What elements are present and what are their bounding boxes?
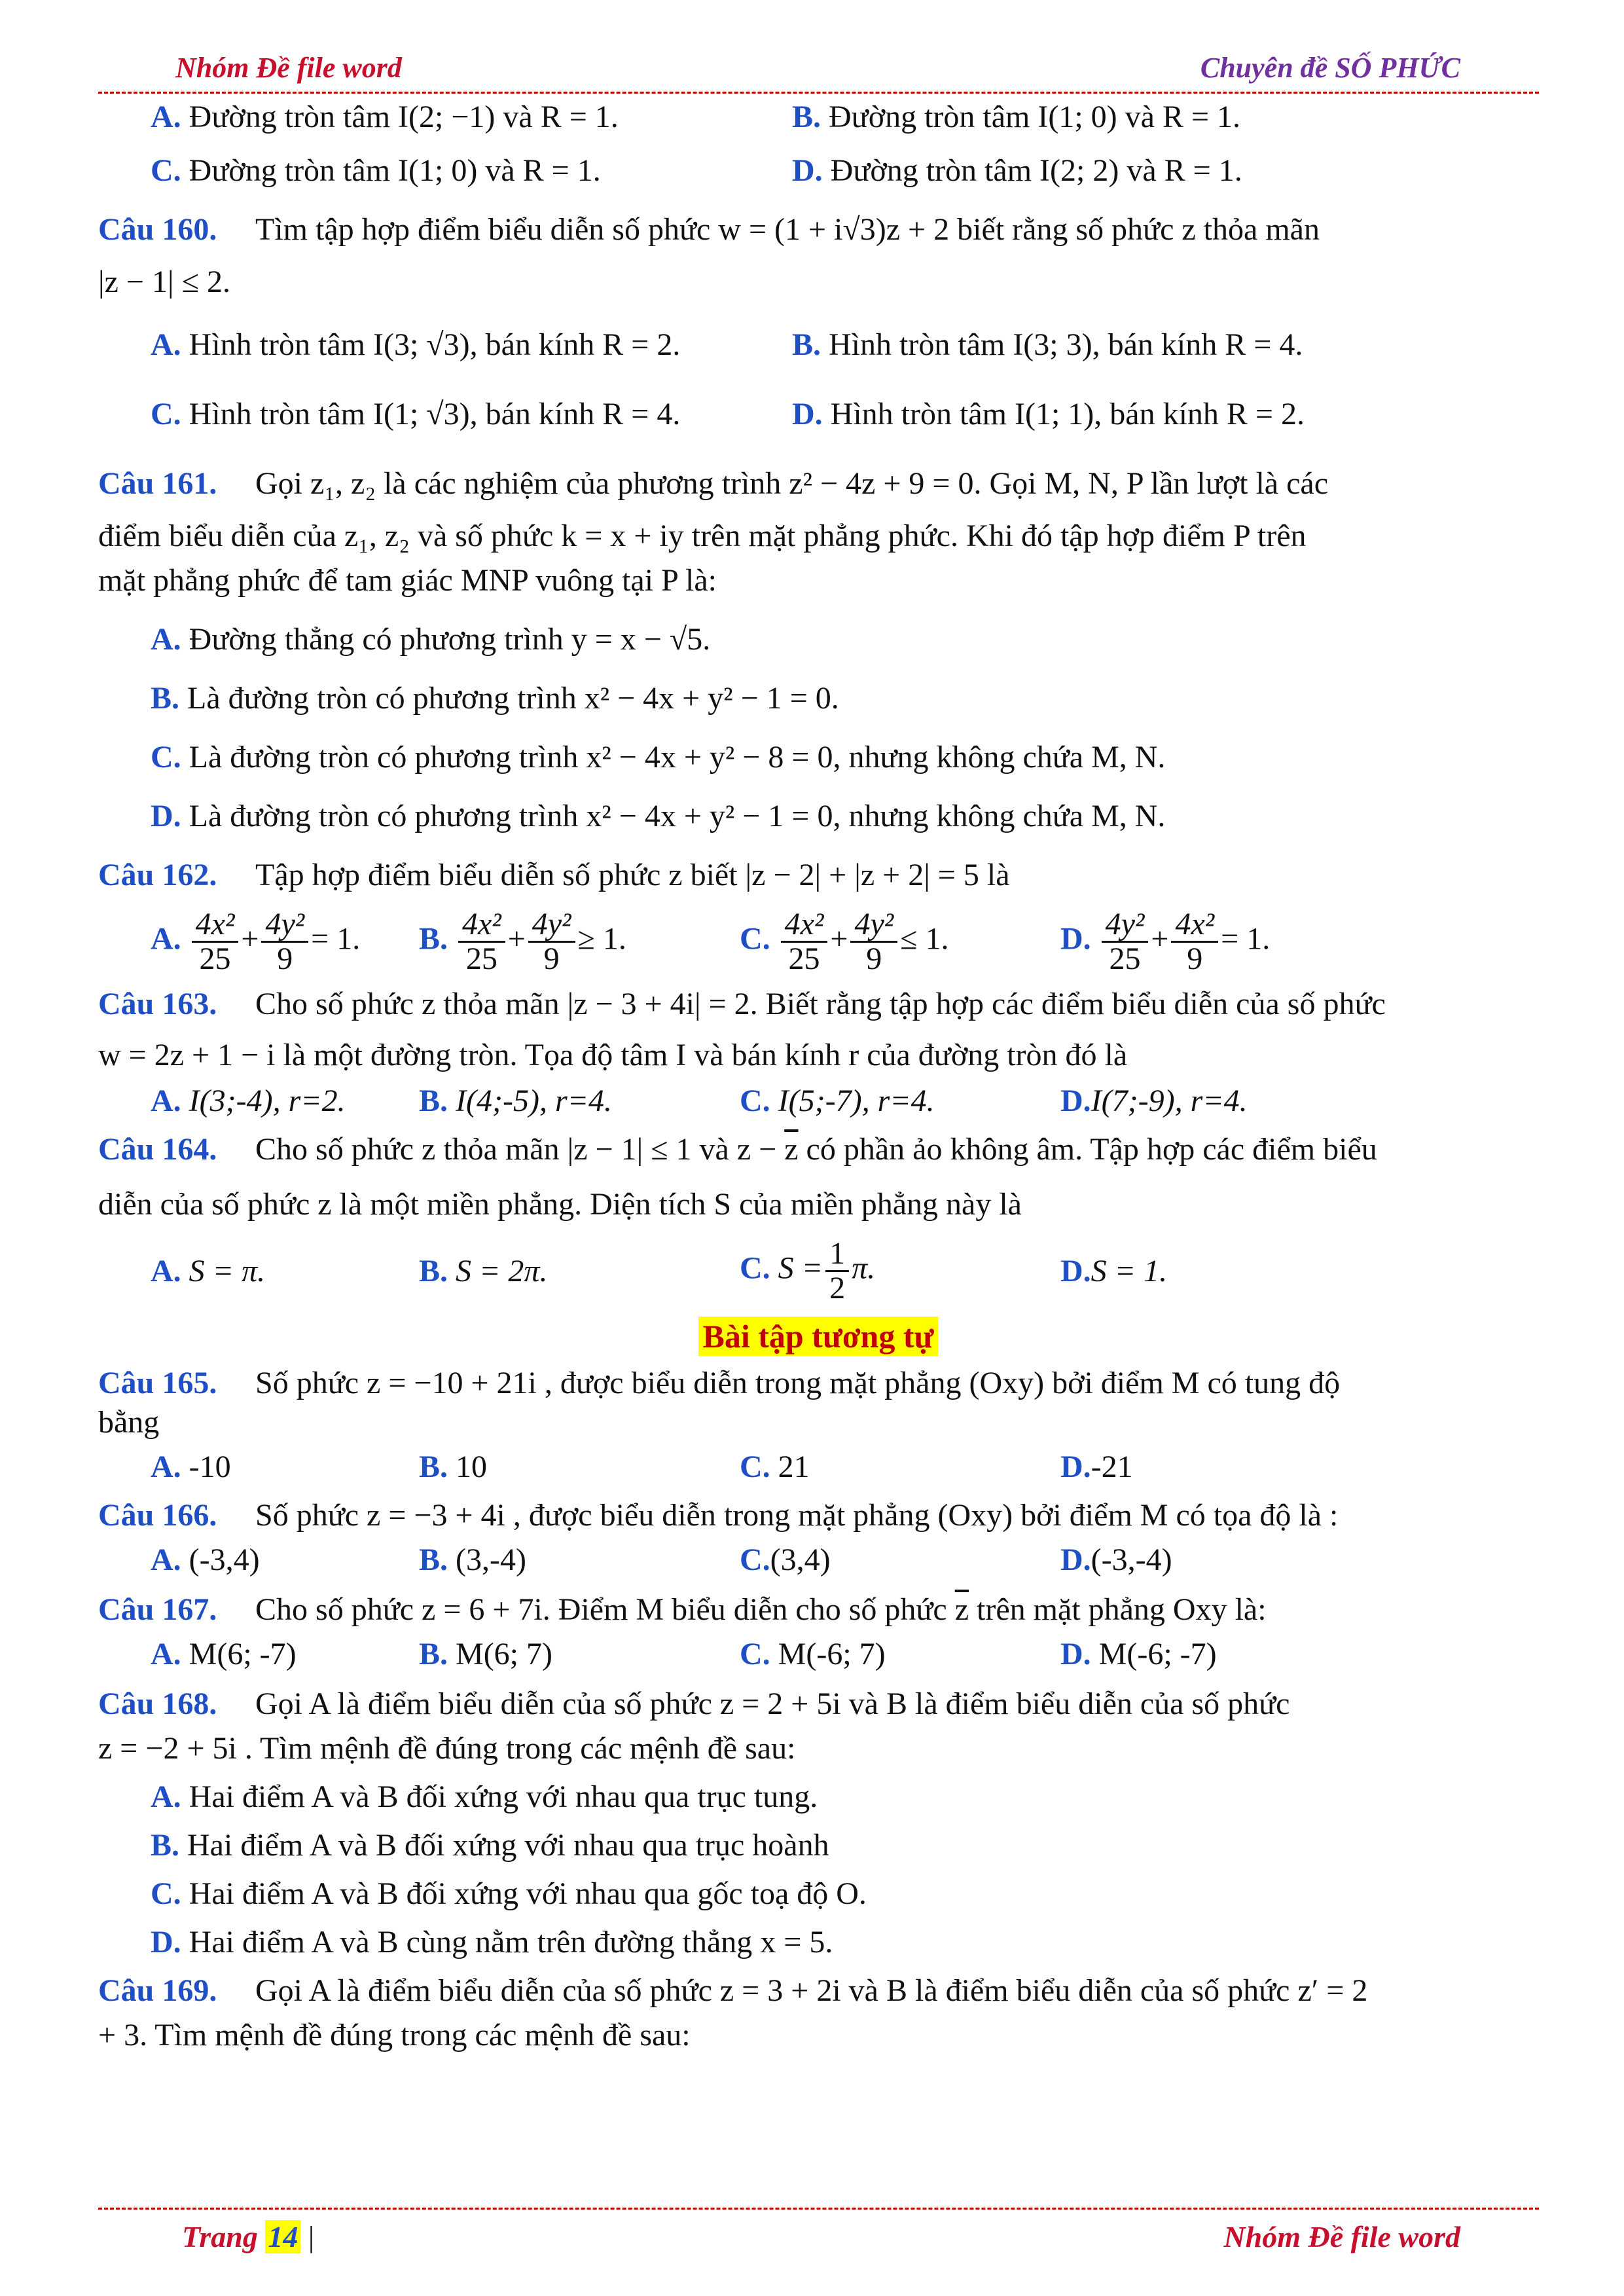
option-text: Là đường tròn có phương trình x² − 4x + y² − 1 = 0.: [187, 681, 839, 716]
option-text: Hình tròn tâm I(3; 3), bán kính R = 4.: [829, 327, 1303, 362]
frac-num: 4y²: [528, 908, 575, 943]
option-label: C.: [740, 1449, 770, 1484]
option-text: Hai điểm A và B cùng nằm trên đường thẳng x = 5.: [189, 1925, 833, 1959]
header-rule: [98, 92, 1539, 94]
option-label: A.: [151, 1637, 181, 1671]
question-label: Câu 168.: [98, 1686, 217, 1721]
option-label: A.: [151, 1449, 181, 1484]
option-text: Đường tròn tâm I(1; 0) và R = 1.: [829, 100, 1241, 134]
option-text: S =: [778, 1250, 823, 1286]
option-text: Đường thẳng có phương trình y = x − √5.: [189, 622, 711, 657]
option-label: C.: [151, 740, 181, 774]
question-text-cont: có phần ảo không âm. Tập hợp các điểm biểu: [798, 1132, 1377, 1167]
question-label: Câu 160.: [98, 212, 217, 247]
option-text: -10: [189, 1449, 231, 1484]
option-text: S = 1.: [1091, 1253, 1168, 1288]
header-left: Nhóm Đề file word: [175, 52, 402, 84]
option-text: Là đường tròn có phương trình x² − 4x + y² − 8 = 0, nhưng không chứa M, N.: [189, 740, 1166, 774]
option-text: (-3,4): [189, 1542, 260, 1577]
option-text: Hai điểm A và B đối xứng với nhau qua trục tung.: [189, 1779, 818, 1814]
option-label: C.: [740, 1250, 770, 1286]
option-label: D.: [1060, 921, 1091, 957]
frac-num: 1: [825, 1237, 849, 1272]
option-label: A.: [151, 100, 181, 134]
header-right: [1200, 51, 1460, 84]
frac-den: 9: [866, 941, 882, 976]
option-text: M(6; -7): [189, 1637, 297, 1671]
frac-num: 4y²: [261, 908, 308, 943]
section-title: Bài tập tương tự: [698, 1317, 937, 1356]
question-label: Câu 161.: [98, 466, 217, 501]
question-label: Câu 169.: [98, 1973, 217, 2008]
option-text: (3,-4): [456, 1542, 526, 1577]
option-label: B.: [419, 1542, 448, 1577]
option-text: 10: [456, 1449, 488, 1484]
q161-option-a: [98, 620, 1538, 659]
question-160: [98, 210, 1538, 249]
footer-right: Nhóm Đề file word: [1223, 2220, 1460, 2253]
question-160-cond: |z − 1| ≤ 2.: [98, 264, 230, 299]
frac-num: 4y²: [850, 908, 897, 943]
option-text: I(3;-4), r=2.: [189, 1084, 346, 1118]
question-label: Câu 167.: [98, 1592, 217, 1627]
q161-option-d: [98, 797, 1538, 836]
q159-row1: [98, 98, 1538, 137]
q162-option-d: D. $\frac{\text{4y²}}{25}$ + $\frac{\text{4x²}}{9}$ = 1.: [1060, 907, 1271, 976]
option-text: Hình tròn tâm I(1; 1), bán kính R = 2.: [830, 397, 1305, 431]
section-heading: [98, 1317, 1538, 1357]
frac-num: 4x²: [458, 908, 505, 943]
q167-options: [98, 1635, 1538, 1674]
question-text: Số phức z = −10 + 21i , được biểu diễn trong mặt phẳng (Oxy) bởi điểm M có tung độ: [255, 1366, 1341, 1400]
q160-row1: [98, 325, 1538, 365]
option-label: B.: [419, 1084, 448, 1118]
option-text: Là đường tròn có phương trình x² − 4x + y² − 1 = 0, nhưng không chứa M, N.: [189, 799, 1166, 833]
question-text-cont: trên mặt phẳng Oxy là:: [969, 1592, 1267, 1627]
question-label: Câu 165.: [98, 1366, 217, 1400]
option-label: A.: [151, 622, 181, 657]
q163-options: [98, 1082, 1538, 1121]
question-text: Số phức z = −3 + 4i , được biểu diễn trong mặt phẳng (Oxy) bởi điểm M có tọa độ là :: [255, 1498, 1339, 1533]
option-label: D.: [1060, 1637, 1091, 1671]
option-text: S = 2π.: [456, 1253, 548, 1288]
option-label: A.: [151, 1253, 181, 1288]
q159-row2: [98, 151, 1538, 191]
footer-left: [182, 2219, 314, 2254]
option-text: Hình tròn tâm I(3; √3), bán kính R = 2.: [189, 327, 681, 362]
option-text: Đường tròn tâm I(1; 0) và R = 1.: [189, 153, 601, 188]
option-text: (3,4): [770, 1542, 831, 1577]
option-text-post: π.: [852, 1250, 876, 1286]
option-text: M(-6; 7): [778, 1637, 886, 1671]
relation: ≥ 1.: [577, 921, 626, 957]
question-text: Cho số phức z = 6 + 7i. Điểm M biểu diễn cho số phức: [255, 1592, 955, 1627]
option-label: C.: [151, 1876, 181, 1911]
question-167: [98, 1590, 1538, 1630]
option-label: A.: [151, 1084, 181, 1118]
frac-den: 25: [1109, 941, 1141, 976]
q168-option-a: [98, 1777, 1538, 1817]
question-163: [98, 985, 1538, 1024]
relation: ≤ 1.: [900, 921, 949, 957]
question-169-line2: + 3. Tìm mệnh đề đúng trong các mệnh đề sau:: [98, 2018, 691, 2052]
option-text: (-3,-4): [1091, 1542, 1172, 1577]
q166-options: [98, 1540, 1538, 1580]
q165-options: [98, 1448, 1538, 1487]
option-label: B.: [792, 327, 821, 362]
option-text: Đường tròn tâm I(2; −1) và R = 1.: [189, 100, 619, 134]
footer-rule: [98, 2208, 1539, 2210]
question-text: Cho số phức z thỏa mãn |z − 3 + 4i| = 2. Biết rằng tập hợp các điểm biểu diễn của số phức: [255, 987, 1386, 1021]
question-label: Câu 164.: [98, 1132, 217, 1167]
option-label: D.: [151, 799, 181, 833]
frac-den: 9: [543, 941, 560, 976]
option-text: Đường tròn tâm I(2; 2) và R = 1.: [830, 153, 1242, 188]
option-label: D.: [1060, 1542, 1091, 1577]
option-label: D.: [1060, 1084, 1091, 1118]
q161-option-c: [98, 738, 1538, 777]
question-text: Gọi A là điểm biểu diễn của số phức z = 2 + 5i và B là điểm biểu diễn của số phức: [255, 1686, 1290, 1721]
option-text: Hai điểm A và B đối xứng với nhau qua trục hoành: [187, 1828, 829, 1863]
q164-options: [98, 1237, 1538, 1305]
option-text: I(5;-7), r=4.: [778, 1084, 935, 1118]
option-label: C.: [740, 1542, 770, 1577]
option-text: Hai điểm A và B đối xứng với nhau qua gốc toạ độ O.: [189, 1876, 867, 1911]
question-text: Tìm tập hợp điểm biểu diễn số phức w = (1 + i√3)z + 2 biết rằng số phức z thỏa mãn: [255, 212, 1320, 247]
question-165-line2: bằng: [98, 1405, 160, 1440]
question-text: Gọi z₁, z₂ là các nghiệm của phương trình z² − 4z + 9 = 0. Gọi M, N, P lần lượt là các: [255, 466, 1329, 501]
option-label: B.: [792, 100, 821, 134]
question-169: [98, 1971, 1538, 2011]
question-text: Tập hợp điểm biểu diễn số phức z biết |z − 2| + |z + 2| = 5 là: [255, 858, 1010, 892]
option-label: A.: [151, 1779, 181, 1814]
option-label: D.: [792, 397, 823, 431]
option-label: D.: [1060, 1253, 1091, 1288]
question-161-line3: mặt phẳng phức để tam giác MNP vuông tại P là:: [98, 563, 717, 598]
option-label: B.: [419, 1253, 448, 1288]
option-label: B.: [419, 1449, 448, 1484]
question-165: [98, 1364, 1538, 1403]
option-label: D.: [151, 1925, 181, 1959]
question-text: Cho số phức z thỏa mãn |z − 1| ≤ 1 và z −: [255, 1132, 785, 1167]
option-label: B.: [419, 921, 448, 957]
option-label: A.: [151, 921, 181, 957]
frac-den: 25: [199, 941, 231, 976]
frac-den: 9: [1187, 941, 1203, 976]
question-161: [98, 464, 1538, 503]
question-164: [98, 1130, 1538, 1169]
frac-den: 2: [829, 1271, 846, 1305]
q161-option-b: [98, 679, 1538, 718]
question-166: [98, 1496, 1538, 1535]
option-label: C.: [151, 153, 181, 188]
footer-sep: |: [300, 2220, 315, 2253]
q162-option-b: B. $\frac{\text{4x²}}{25}$ + $\frac{\text{4y²}}{9}$ ≥ 1.: [419, 907, 626, 976]
option-text: -21: [1091, 1449, 1133, 1484]
option-label: C.: [740, 921, 770, 957]
frac-num: 4x²: [1171, 908, 1218, 943]
option-text: I(4;-5), r=4.: [456, 1084, 613, 1118]
question-label: Câu 166.: [98, 1498, 217, 1533]
option-text: Hình tròn tâm I(1; √3), bán kính R = 4.: [189, 397, 681, 431]
q168-option-c: [98, 1874, 1538, 1914]
question-162: [98, 856, 1538, 895]
page-content: [98, 95, 1538, 2055]
q162-option-c: C. $\frac{\text{4x²}}{25}$ + $\frac{\text{4y²}}{9}$ ≤ 1.: [740, 907, 949, 976]
option-text: I(7;-9), r=4.: [1091, 1084, 1248, 1118]
header-topic: SỐ PHỨC: [1335, 52, 1460, 84]
option-text: M(-6; -7): [1098, 1637, 1217, 1671]
option-label: D.: [1060, 1449, 1091, 1484]
header-prefix: Chuyên đề: [1200, 52, 1335, 84]
question-161-line2: điểm biểu diễn của z₁, z₂ và số phức k = x + iy trên mặt phẳng phức. Khi đó tập hợp điểm P trên: [98, 519, 1307, 553]
conjugate-z: $\overline{z}$: [784, 1132, 799, 1167]
conjugate-z: $\overline{z}$: [954, 1592, 969, 1627]
frac-num: 4x²: [192, 908, 239, 943]
q162-option-a: A. $\frac{\text{4x²}}{25}$ + $\frac{\text{4y²}}{9}$ = 1.: [151, 907, 361, 976]
question-164-line2: diễn của số phức z là một miền phẳng. Diện tích S của miền phẳng này là: [98, 1187, 1022, 1222]
relation: = 1.: [1221, 921, 1271, 957]
option-label: B.: [151, 681, 180, 716]
frac-den: 9: [277, 941, 293, 976]
option-label: A.: [151, 327, 181, 362]
option-label: A.: [151, 1542, 181, 1577]
q160-row2: [98, 395, 1538, 434]
page-number: 14: [265, 2220, 300, 2253]
q168-option-d: [98, 1923, 1538, 1962]
option-text: S = π.: [189, 1253, 266, 1288]
option-label: C.: [740, 1637, 770, 1671]
question-163-line2: w = 2z + 1 − i là một đường tròn. Tọa độ tâm I và bán kính r của đường tròn đó là: [98, 1038, 1128, 1072]
question-label: Câu 163.: [98, 987, 217, 1021]
question-168-line2: z = −2 + 5i . Tìm mệnh đề đúng trong các mệnh đề sau:: [98, 1731, 796, 1766]
option-label: D.: [792, 153, 823, 188]
frac-den: 25: [788, 941, 820, 976]
option-label: B.: [151, 1828, 180, 1863]
option-text: 21: [778, 1449, 810, 1484]
relation: = 1.: [311, 921, 361, 957]
option-text: M(6; 7): [456, 1637, 552, 1671]
q168-option-b: [98, 1826, 1538, 1865]
option-label: B.: [419, 1637, 448, 1671]
q162-options: [98, 908, 1538, 975]
option-label: C.: [151, 397, 181, 431]
option-label: C.: [740, 1084, 770, 1118]
frac-num: 4x²: [781, 908, 828, 943]
question-label: Câu 162.: [98, 858, 217, 892]
frac-num: 4y²: [1102, 908, 1149, 943]
frac-den: 25: [465, 941, 497, 976]
question-168: [98, 1685, 1538, 1724]
footer-prefix: Trang: [182, 2220, 266, 2253]
question-text: Gọi A là điểm biểu diễn của số phức z = 3 + 2i và B là điểm biểu diễn của số phức z′ = 2: [255, 1973, 1368, 2008]
